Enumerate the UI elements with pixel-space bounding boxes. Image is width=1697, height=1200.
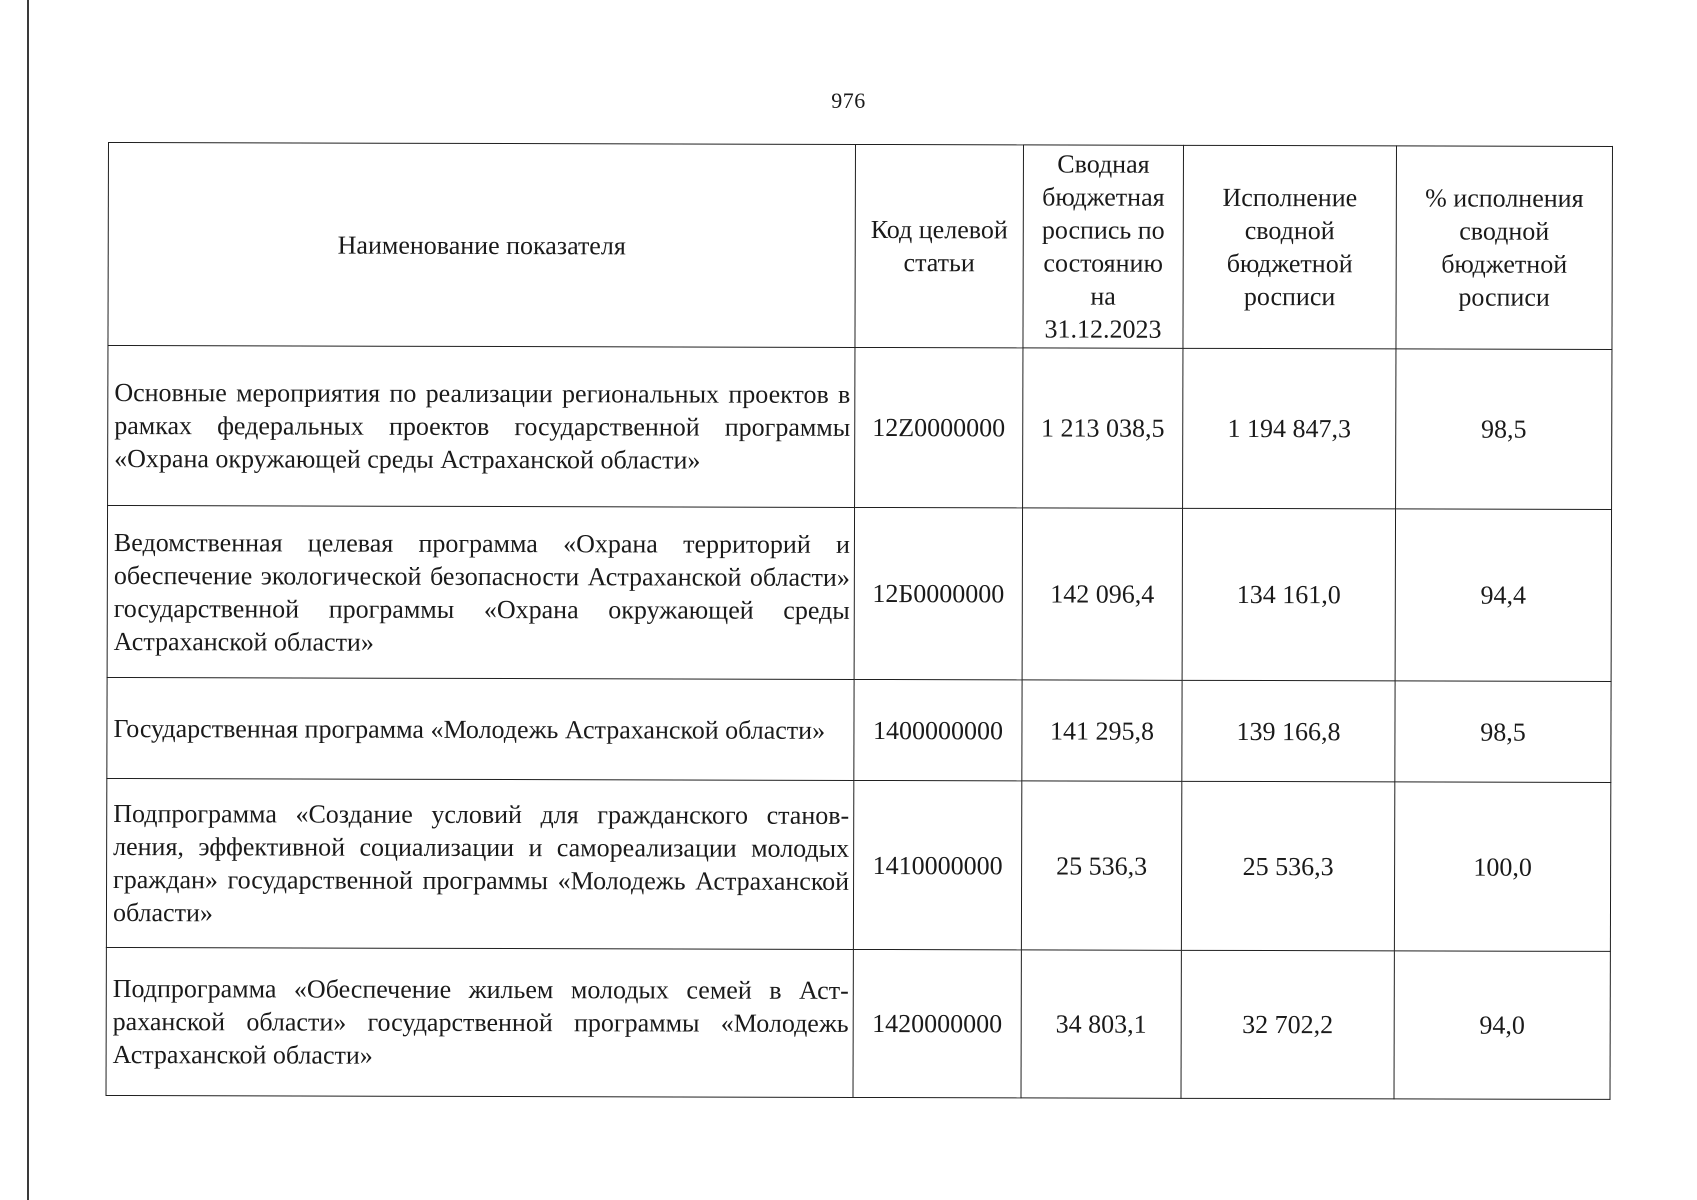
cell-budget-plan: 1 213 038,5 [1023,348,1183,508]
header-target-code: Код целевой статьи [855,144,1024,347]
cell-execution-percent: 100,0 [1394,782,1610,952]
cell-indicator-name: Государственная программа «Молодежь Астраханской области» [107,677,854,780]
cell-budget-plan: 34 803,1 [1021,950,1181,1098]
header-execution-percent: % исполнения сводной бюджетной росписи [1396,146,1613,350]
table-row [106,947,1610,1099]
cell-target-code: 1420000000 [853,949,1021,1097]
cell-indicator-name: Ведомственная целевая программа «Охрана территорий и обеспечение экологической безопасности Астраханской области» государственной программы «Охрана окружающей среды Астраханской области» [107,506,854,680]
cell-budget-execution: 25 536,3 [1181,781,1394,951]
cell-budget-execution: 139 166,8 [1182,680,1395,782]
table-row [106,778,1610,951]
cell-target-code: 1410000000 [853,780,1021,949]
cell-execution-percent: 98,5 [1396,349,1612,510]
cell-target-code: 1400000000 [854,679,1022,780]
table-row [108,346,1612,510]
table-row [107,677,1611,782]
cell-budget-plan: 142 096,4 [1022,508,1182,680]
table-header-row [108,143,1613,350]
cell-indicator-name: Подпрограмма «Обеспечение жильем молодых семей в Астраханской области» государственной программы «Молодежь Астраханской области» [106,947,853,1097]
cell-target-code: 12Б0000000 [854,507,1022,679]
cell-budget-execution: 1 194 847,3 [1183,348,1396,509]
cell-execution-percent: 94,0 [1394,951,1610,1100]
header-budget-plan: Сводная бюджетная роспись по состоянию на 31.12.2023 [1023,145,1184,348]
budget-table-container [106,142,1612,1100]
cell-budget-plan: 141 295,8 [1022,680,1182,781]
page-number: 976 [831,88,866,113]
cell-budget-execution: 134 161,0 [1182,508,1395,681]
cell-budget-plan: 25 536,3 [1021,781,1181,950]
cell-indicator-name: Подпрограмма «Создание условий для гражданского становления, эффективной социализации и самореализации молодых граждан» государственной программы «Молодежь Астраханской области» [106,778,853,949]
cell-budget-execution: 32 702,2 [1181,950,1394,1099]
header-budget-execution: Исполнение сводной бюджетной росписи [1183,145,1397,349]
cell-execution-percent: 94,4 [1395,509,1611,682]
cell-target-code: 12Z0000000 [855,347,1023,507]
budget-execution-table [106,142,1613,1100]
table-row [107,506,1611,682]
cell-indicator-name: Основные мероприятия по реализации региональных проектов в рамках федеральных проектов государственной программы «Охрана окружающей среды Астраханской области» [108,346,855,508]
cell-execution-percent: 98,5 [1395,681,1611,783]
header-indicator-name: Наименование показателя [108,143,856,348]
scan-edge-line [27,0,29,1200]
